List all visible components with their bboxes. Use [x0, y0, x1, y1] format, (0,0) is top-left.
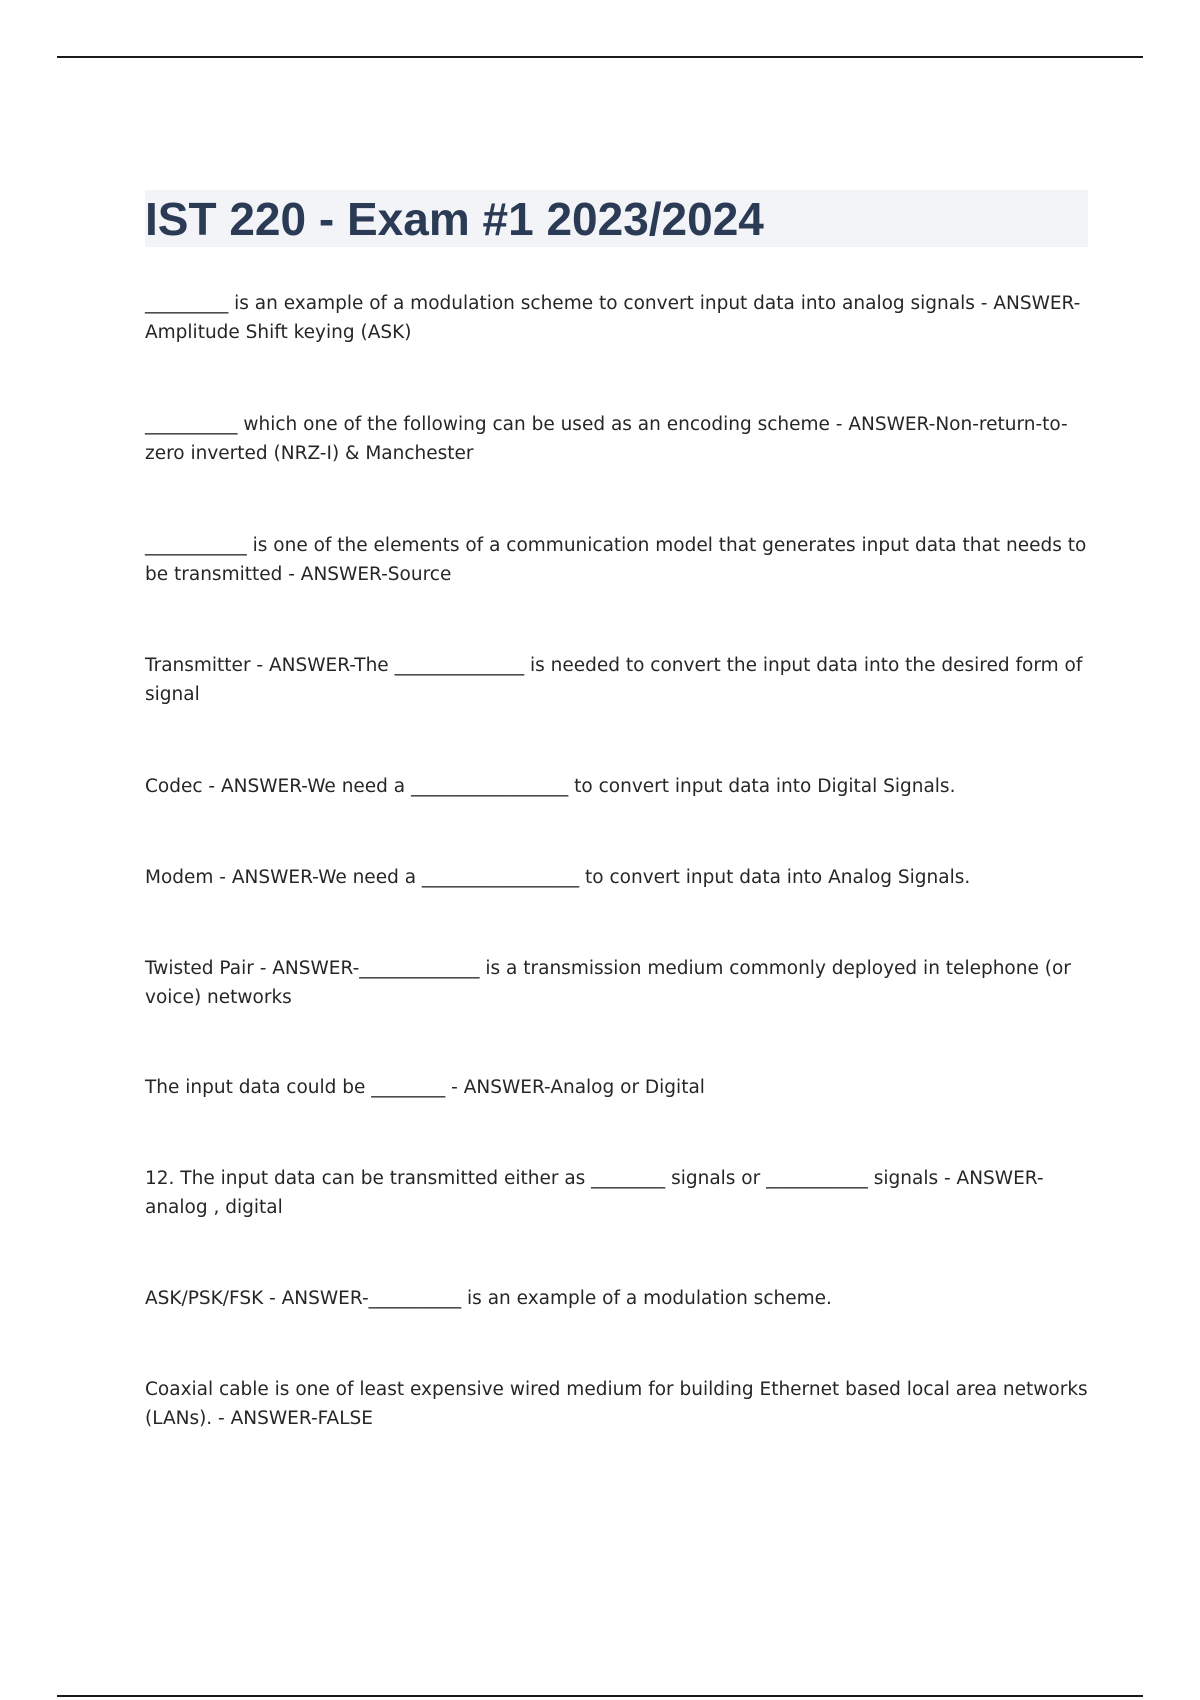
qa-item-1: _________ is an example of a modulation scheme to convert input data into analog signals - ANSWER-Amplitude Shift keying (ASK) — [145, 293, 1081, 343]
top-rule — [57, 56, 1143, 58]
qa-item-3: ___________ is one of the elements of a communication model that generates input data that needs to be transmitted - ANSWER-Source — [145, 535, 1087, 585]
qa-item-2: __________ which one of the following can be used as an encoding scheme - ANSWER-Non-return-to-zero inverted (NRZ-I) & Manchester — [145, 414, 1068, 464]
bottom-rule — [57, 1695, 1143, 1697]
qa-item-9: 12. The input data can be transmitted either as ________ signals or ___________ signals - ANSWER-analog , digital — [145, 1168, 1044, 1218]
qa-item-4: Transmitter - ANSWER-The ______________ is needed to convert the input data into the desired form of signal — [145, 655, 1083, 705]
qa-item-10: ASK/PSK/FSK - ANSWER-__________ is an example of a modulation scheme. — [145, 1288, 832, 1309]
qa-item-5: Codec - ANSWER-We need a _________________ to convert input data into Digital Signals. — [145, 776, 956, 797]
qa-item-11: Coaxial cable is one of least expensive wired medium for building Ethernet based local area networks (LANs). - ANSWER-FALSE — [145, 1379, 1088, 1429]
document-title: IST 220 - Exam #1 2023/2024 — [145, 193, 764, 245]
qa-item-7: Twisted Pair - ANSWER-_____________ is a transmission medium commonly deployed in telephone (or voice) networks — [145, 958, 1071, 1008]
qa-item-6: Modem - ANSWER-We need a _________________ to convert input data into Analog Signals. — [145, 867, 971, 888]
qa-item-8: The input data could be ________ - ANSWER-Analog or Digital — [145, 1077, 705, 1098]
